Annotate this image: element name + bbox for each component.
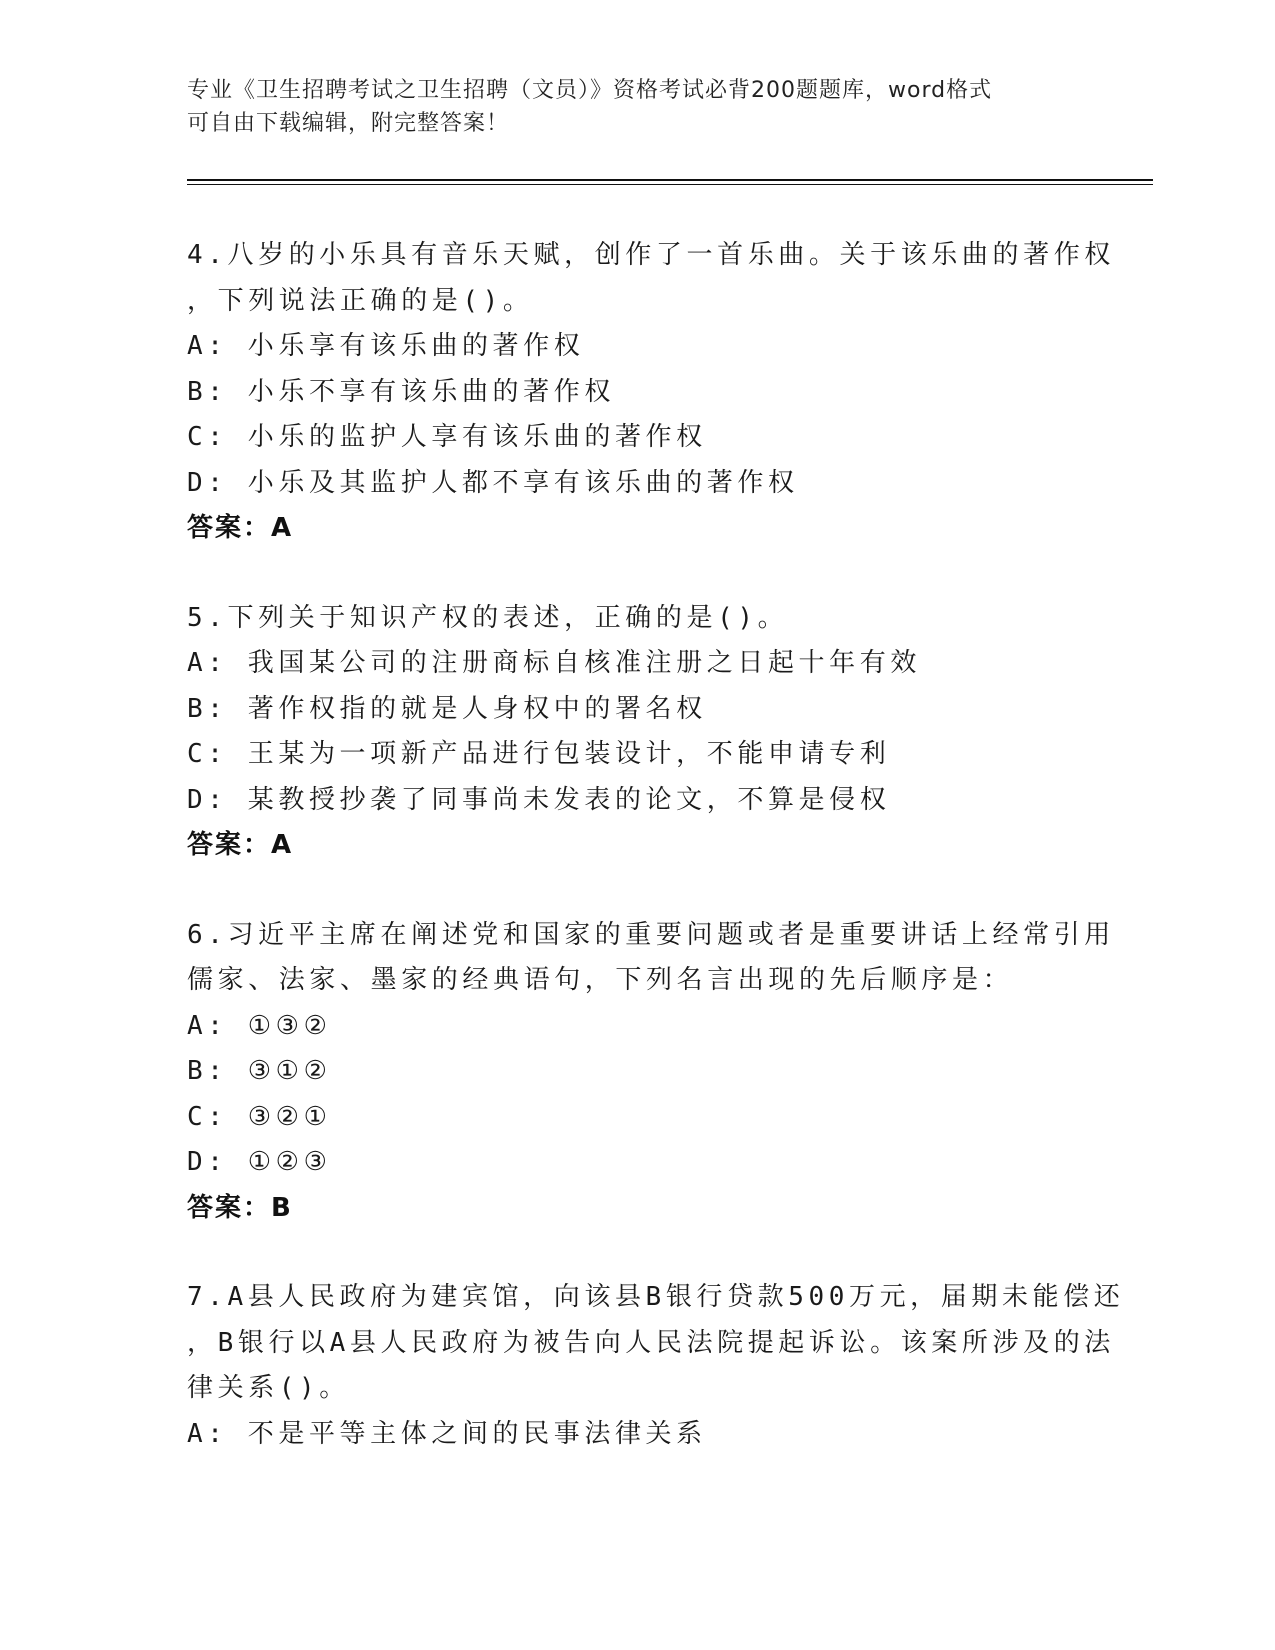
option-a: A: ①③② <box>187 1010 332 1041</box>
question-stem: 儒家、法家、墨家的经典语句，下列名言出现的先后顺序是： <box>187 965 1014 995</box>
question-list <box>187 233 1125 1501</box>
question-7 <box>187 1275 1125 1457</box>
option-d: D: 某教授抄袭了同事尚未发表的论文，不算是侵权 <box>187 784 891 815</box>
option-c: C: 王某为一项新产品进行包装设计，不能申请专利 <box>187 739 891 769</box>
option-d: D: ①②③ <box>187 1147 332 1177</box>
answer: 答案：A <box>187 513 294 543</box>
option-c: C: ③②① <box>187 1101 332 1132</box>
option-a: A: 不是平等主体之间的民事法律关系 <box>187 1418 707 1449</box>
question-6 <box>187 913 1115 1232</box>
option-b: B: 著作权指的就是人身权中的署名权 <box>187 693 707 724</box>
question-5 <box>187 596 1087 869</box>
header-divider-thin <box>187 184 1153 185</box>
header-line-2: 可自由下载编辑，附完整答案！ <box>187 111 510 136</box>
answer: 答案：B <box>187 1192 293 1223</box>
question-stem: 7.A县人民政府为建宾馆，向该县B银行贷款500万元，届期未能偿还 <box>187 1282 1125 1312</box>
question-stem: ，B银行以A县人民政府为被告向人民法院提起诉讼。该案所涉及的法 <box>187 1327 1115 1358</box>
option-b: B: 小乐不享有该乐曲的著作权 <box>187 376 615 407</box>
question-stem: 4.八岁的小乐具有音乐天赋，创作了一首乐曲。关于该乐曲的著作权 <box>187 240 1115 270</box>
question-stem: 律关系()。 <box>187 1373 350 1403</box>
option-d: D: 小乐及其监护人都不享有该乐曲的著作权 <box>187 467 799 498</box>
header-line-1: 专业《卫生招聘考试之卫生招聘（文员）》资格考试必背200题题库，word格式 <box>187 78 993 103</box>
question-stem: ，下列说法正确的是()。 <box>187 285 534 316</box>
answer: 答案：A <box>187 830 294 860</box>
header-divider-thick <box>187 179 1153 181</box>
option-a: A: 我国某公司的注册商标自核准注册之日起十年有效 <box>187 648 921 678</box>
option-c: C: 小乐的监护人享有该乐曲的著作权 <box>187 422 707 452</box>
option-b: B: ③①② <box>187 1056 332 1086</box>
option-a: A: 小乐享有该乐曲的著作权 <box>187 331 585 361</box>
document-header <box>187 74 1087 140</box>
question-stem: 5.下列关于知识产权的表述，正确的是()。 <box>187 602 789 633</box>
question-4 <box>187 233 1115 552</box>
question-stem: 6.习近平主席在阐述党和国家的重要问题或者是重要讲话上经常引用 <box>187 919 1115 950</box>
